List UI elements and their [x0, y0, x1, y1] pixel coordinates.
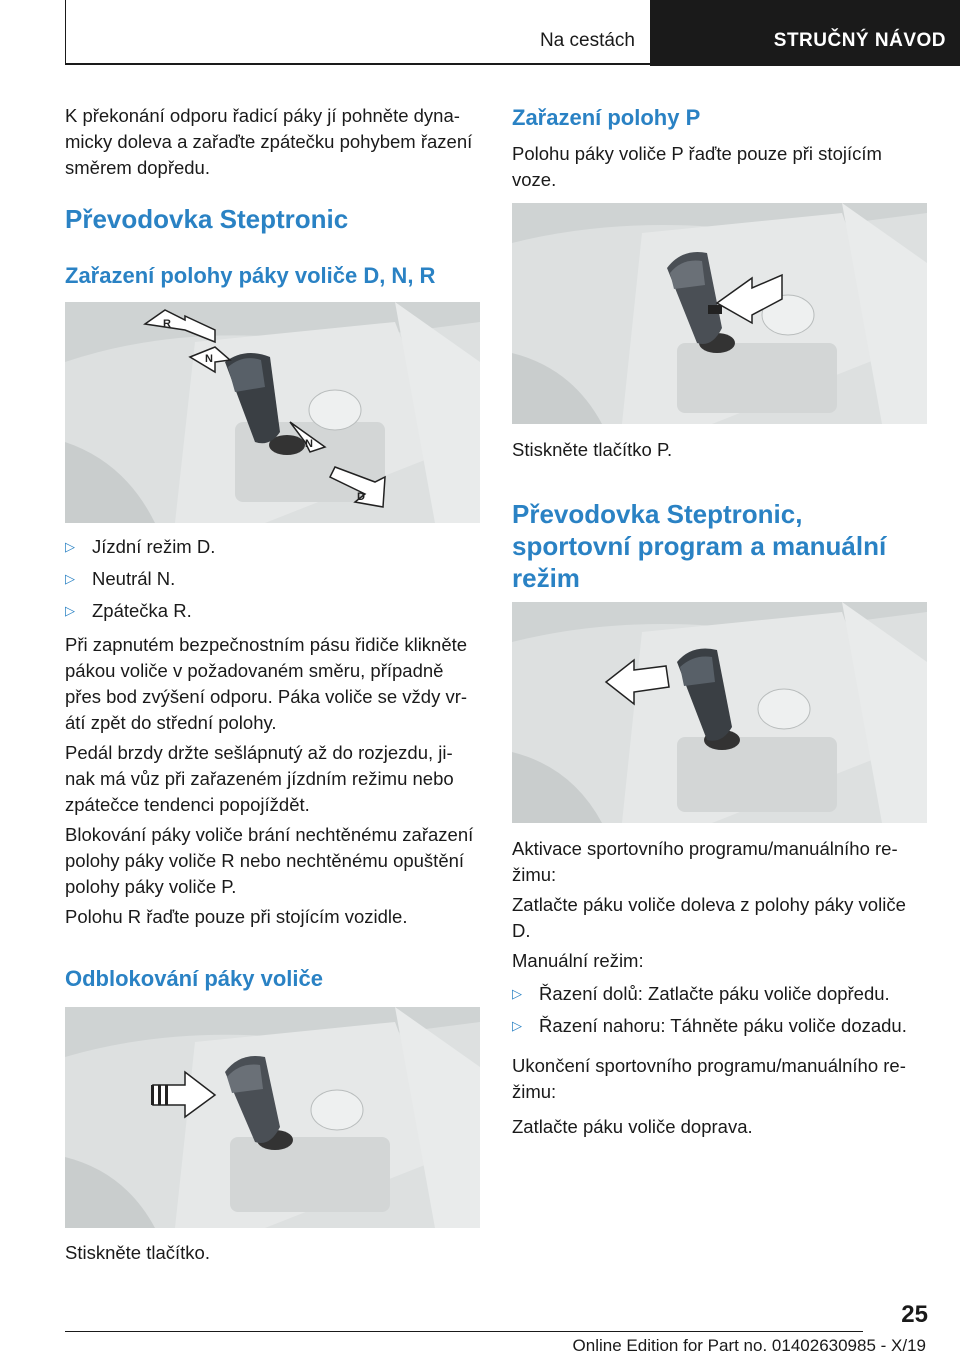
page-number: 25: [901, 1301, 928, 1328]
heading-select-dnr: Zařazení polohy páky voliče D, N, R: [65, 263, 436, 288]
paragraph-end-sport: Ukončení sportovního programu/manuálního re‐ žimu:: [512, 1055, 906, 1102]
header-section-title: Na cestách: [539, 30, 635, 51]
label-n-top: N: [205, 353, 213, 365]
heading-unlock: Odblokování páky voliče: [65, 966, 323, 991]
heading-steptronic: Převodovka Steptronic: [65, 204, 349, 234]
triangle-bullet-icon: ▷: [512, 1018, 522, 1033]
illustration-unlock-button: [65, 1007, 480, 1228]
heading-sport-manual: Převodovka Steptronic, sportovní program a manuální režim: [512, 499, 887, 593]
illustration-selector-dnr: [65, 302, 480, 523]
intro-line: K překonání odporu řadicí páky jí pohněte dyna‐: [65, 105, 460, 126]
label-n-bottom: N: [305, 438, 313, 450]
triangle-bullet-icon: ▷: [65, 571, 75, 586]
intro-line: micky doleva a zařaďte zpátečku pohybem řazení: [65, 131, 473, 152]
label-d: D: [357, 491, 365, 503]
illustration-p-button: [512, 203, 927, 424]
paragraph-push-left: Zatlačte páku voliče doleva z polohy páky voliče D.: [512, 894, 906, 941]
caption-p-button: Stiskněte tlačítko P.: [512, 439, 673, 460]
paragraph-push-right: Zatlačte páku voliče doprava.: [512, 1116, 753, 1137]
paragraph-p: Polohu páky voliče P řaďte pouze při stojícím voze.: [512, 143, 882, 190]
caption-unlock: Stiskněte tlačítko.: [65, 1242, 210, 1263]
footer-edition: Online Edition for Part no. 01402630985 - X/19: [572, 1336, 926, 1355]
paragraph-reverse: Polohu R řaďte pouze při stojícím vozidle.: [65, 906, 408, 927]
paragraph-brake: Pedál brzdy držte sešlápnutý až do rozjezdu, ji‐ nak má vůz při zařazeném jízdním režimu nebo zpátečce tendenci popojíždět.: [65, 742, 454, 815]
header-rule-horizontal: [65, 63, 650, 65]
header-chapter-title: STRUČNÝ NÁVOD: [773, 30, 946, 51]
paragraph-lock: Blokování páky voliče brání nechtěnému zařazení polohy páky voliče R nebo nechtěnému opuštění polohy páky voliče P.: [65, 824, 474, 897]
illustration-sport-mode: [512, 602, 927, 823]
paragraph-activate-sport: Aktivace sportovního programu/manuálního re‐ žimu:: [512, 838, 898, 885]
paragraph-clicking: Při zapnutém bezpečnostním pásu řidiče klikněte pákou voliče v požadovaném směru, případně přes bod zvýšení odporu. Páka voliče se vždy vr‐ átí zpět do střední polohy.: [65, 634, 468, 733]
header-rule-vertical: [65, 0, 66, 64]
label-manual-mode: Manuální režim:: [512, 950, 644, 971]
heading-select-p: Zařazení polohy P: [512, 105, 701, 130]
footer-rule: [65, 1331, 863, 1332]
triangle-bullet-icon: ▷: [65, 603, 75, 618]
triangle-bullet-icon: ▷: [65, 539, 75, 554]
intro-line: směrem dopředu.: [65, 157, 210, 178]
label-r: R: [163, 318, 171, 330]
header-chapter-tab: [650, 0, 960, 66]
triangle-bullet-icon: ▷: [512, 986, 522, 1001]
intro-paragraph: [65, 103, 485, 181]
